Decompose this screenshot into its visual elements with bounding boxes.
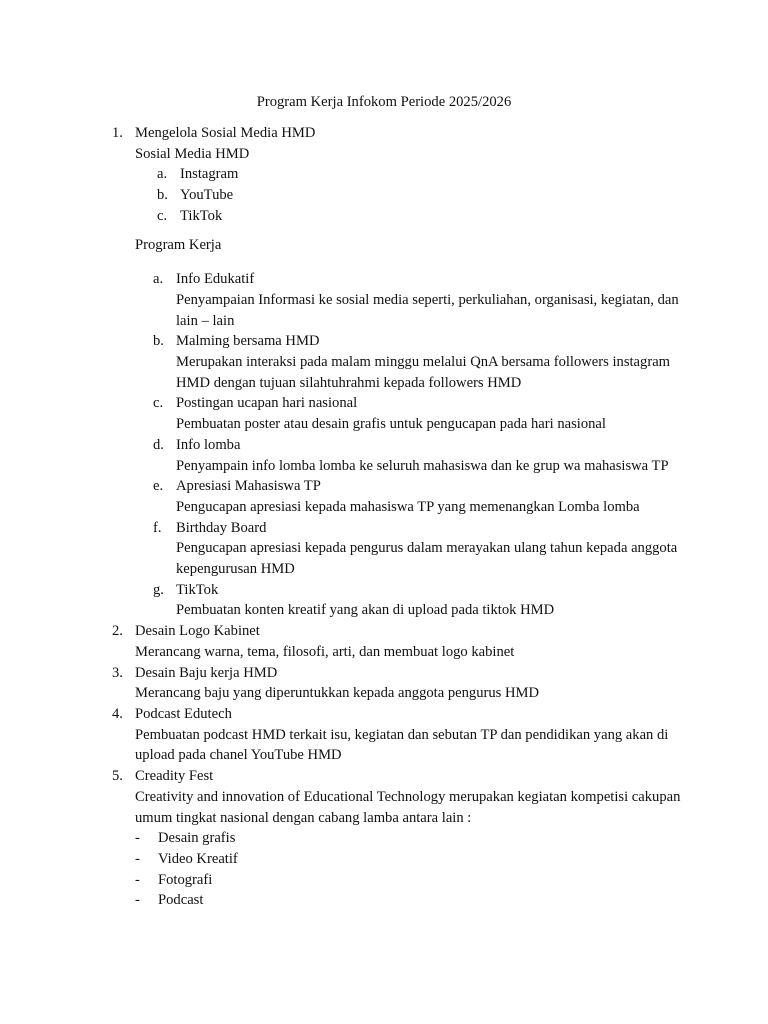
list-item-3 xyxy=(112,663,682,704)
program-item xyxy=(112,393,682,434)
item-letter: a. xyxy=(153,271,164,288)
social-media-item xyxy=(112,164,682,185)
program-item xyxy=(112,580,682,621)
program-item xyxy=(112,518,682,580)
program-description: Penyampaian Informasi ke sosial media seperti, perkuliahan, organisasi, kegiatan, dan lain – lain xyxy=(176,291,679,329)
list-item-2 xyxy=(112,621,682,662)
social-media-item xyxy=(112,206,682,227)
program-item xyxy=(112,476,682,517)
item-number: 3. xyxy=(112,664,123,681)
item-number: 1. xyxy=(112,125,123,141)
social-media-name: Instagram xyxy=(180,166,239,183)
program-title: Birthday Board xyxy=(176,519,267,536)
item-letter: b. xyxy=(153,333,164,350)
dash-bullet: - xyxy=(135,830,140,847)
document-title: Program Kerja Infokom Periode 2025/2026 xyxy=(256,94,512,110)
competition-branch xyxy=(112,890,682,911)
program-item xyxy=(112,331,682,393)
item-letter: f. xyxy=(153,519,162,536)
program-description: Pembuatan poster atau desain grafis untuk pengucapan pada hari nasional xyxy=(176,416,606,433)
program-title: Postingan ucapan hari nasional xyxy=(176,395,358,412)
program-description: Pengucapan apresiasi kepada mahasiswa TP yang memenangkan Lomba lomba xyxy=(176,498,640,515)
list-item-1 xyxy=(112,123,682,144)
program-kerja-heading: Program Kerja xyxy=(135,236,222,253)
item-number: 4. xyxy=(112,705,123,722)
branch-name: Podcast xyxy=(158,892,204,909)
program-item xyxy=(112,269,682,331)
item-letter: g. xyxy=(153,581,164,598)
competition-branch xyxy=(112,828,682,849)
competition-branch xyxy=(112,870,682,891)
item-letter: a. xyxy=(157,166,168,183)
social-media-item xyxy=(112,185,682,206)
program-description: Penyampain info lomba lomba ke seluruh mahasiswa dan ke grup wa mahasiswa TP xyxy=(176,457,669,474)
dash-bullet: - xyxy=(135,850,140,867)
social-media-heading: Sosial Media HMD xyxy=(135,145,250,162)
branch-name: Fotografi xyxy=(158,871,213,888)
competition-branch xyxy=(112,849,682,870)
list-item-5 xyxy=(112,766,682,828)
dash-bullet: - xyxy=(135,892,140,909)
item-number: 5. xyxy=(112,768,123,785)
item-letter: d. xyxy=(153,436,164,453)
item-heading: Creadity Fest xyxy=(135,768,214,785)
social-media-name: TikTok xyxy=(180,207,223,224)
program-item xyxy=(112,435,682,476)
item-heading: Podcast Edutech xyxy=(135,705,232,722)
item-letter: b. xyxy=(157,187,168,204)
document-content xyxy=(112,123,682,911)
program-description: Pengucapan apresiasi kepada pengurus dalam merayakan ulang tahun kepada anggota kepengurusan HMD xyxy=(176,540,678,578)
item-heading: Desain Baju kerja HMD xyxy=(135,664,278,681)
item-letter: c. xyxy=(153,395,164,412)
list-item-4 xyxy=(112,704,682,766)
item-number: 2. xyxy=(112,623,123,640)
item-description: Creativity and innovation of Educational Technology merupakan kegiatan kompetisi cakupan umum tingkat nasional dengan cabang lamba antara lain : xyxy=(135,788,681,826)
dash-bullet: - xyxy=(135,871,140,888)
program-description: Merupakan interaksi pada malam minggu melalui QnA bersama followers instagram HMD dengan tujuan silahtuhrahmi kepada followers HMD xyxy=(176,354,671,391)
program-title: TikTok xyxy=(176,581,219,598)
item-letter: e. xyxy=(153,478,164,495)
program-title: Info Edukatif xyxy=(176,271,255,288)
item-description: Pembuatan podcast HMD terkait isu, kegiatan dan sebutan TP dan pendidikan yang akan di upload pada chanel YouTube HMD xyxy=(135,726,669,764)
social-media-name: YouTube xyxy=(180,187,234,204)
item-description: Merancang warna, tema, filosofi, arti, dan membuat logo kabinet xyxy=(135,643,515,660)
program-title: Malming bersama HMD xyxy=(176,333,320,350)
program-description: Pembuatan konten kreatif yang akan di upload pada tiktok HMD xyxy=(176,602,555,619)
item-description: Merancang baju yang diperuntukkan kepada anggota pengurus HMD xyxy=(135,685,540,702)
item-letter: c. xyxy=(157,207,168,224)
item-heading: Desain Logo Kabinet xyxy=(135,623,260,640)
item-heading: Mengelola Sosial Media HMD xyxy=(135,125,316,141)
branch-name: Video Kreatif xyxy=(158,850,238,867)
program-title: Info lomba xyxy=(176,436,241,453)
program-title: Apresiasi Mahasiswa TP xyxy=(176,478,321,495)
branch-name: Desain grafis xyxy=(158,830,236,847)
